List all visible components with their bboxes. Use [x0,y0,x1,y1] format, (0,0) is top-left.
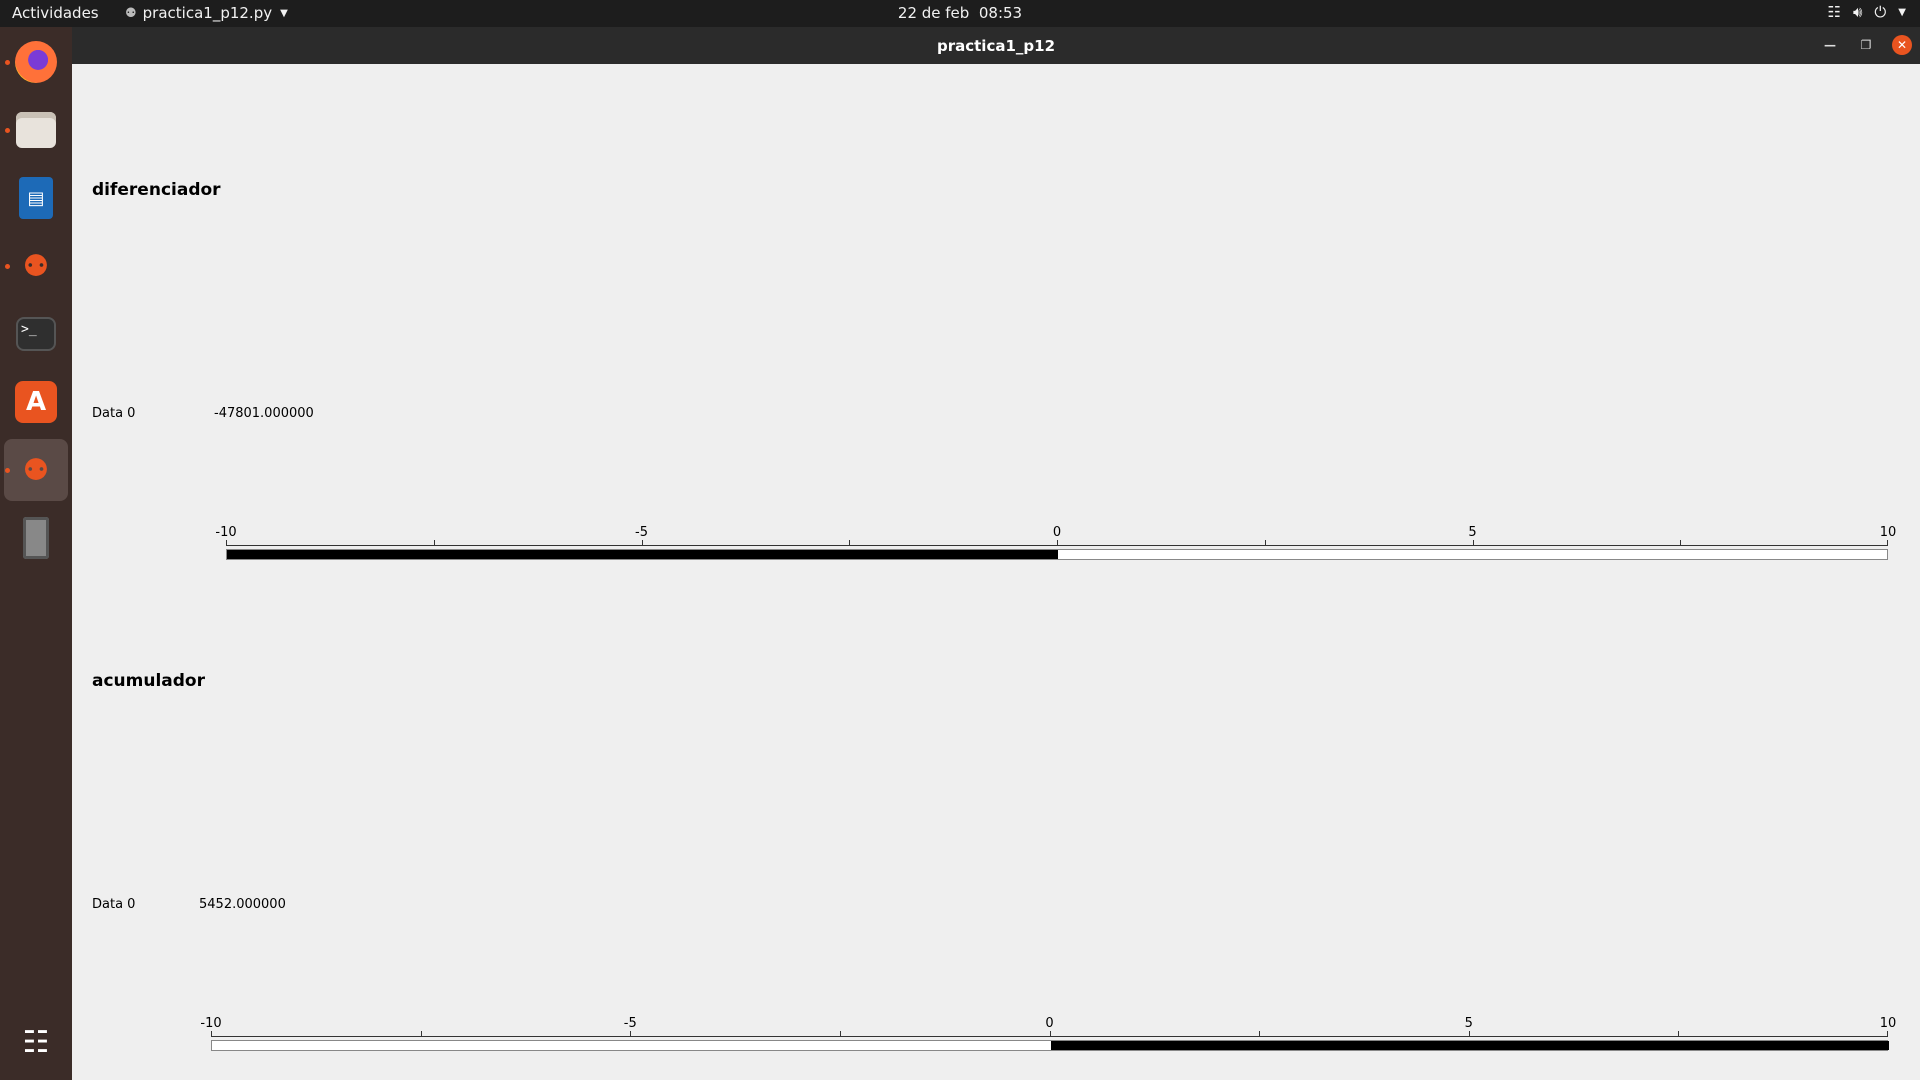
dock-item-terminal[interactable] [4,303,68,365]
tick-label: -10 [215,525,237,540]
tick-mark [840,1031,841,1037]
tick-mark [434,540,435,546]
close-button[interactable]: ✕ [1892,35,1912,55]
tick-mark [642,540,643,546]
device-icon [23,517,49,559]
clock-button[interactable] [898,4,1022,22]
top-bar [0,0,1920,27]
volume-icon[interactable]: 🔊︎ [1852,3,1863,21]
dock-item-gnuradio-companion[interactable] [4,235,68,297]
running-indicator [5,128,10,133]
tick-label: 5 [1464,1016,1473,1031]
running-indicator [5,468,10,473]
data-label: Data 0 [92,897,136,912]
maximize-button[interactable]: ❐ [1860,38,1872,52]
app-menu-label: practica1_p12.py [142,4,273,22]
date-text: 22 de feb [897,4,970,22]
tick-label: 0 [1045,1016,1054,1031]
section-title-acumulador: acumulador [92,671,205,691]
gnuradio-icon: ⚉ [22,248,50,284]
data-value: 5452.000000 [199,897,286,912]
gauge-track [211,1040,1888,1051]
system-tray[interactable] [1828,3,1906,21]
tick-mark [849,540,850,546]
gauge-track [226,549,1888,560]
tick-label: 0 [1052,525,1062,540]
dock-item-removable-device[interactable] [4,507,68,569]
time-text: 08:53 [978,4,1023,22]
tick-mark [1473,540,1474,546]
window-title: practica1_p12 [936,37,1056,55]
folder-icon [16,112,56,148]
dock-item-writer[interactable] [4,167,68,229]
running-indicator [5,60,10,65]
tick-label: 5 [1468,525,1477,540]
gauge-fill [1051,1041,1890,1050]
window-titlebar[interactable] [72,27,1920,64]
tick-mark [226,540,227,546]
dock-item-software[interactable] [4,371,68,433]
window-controls [1820,35,1912,55]
data-value: -47801.000000 [214,406,314,421]
tick-mark [1050,1031,1051,1037]
tick-mark [1057,540,1058,546]
tick-mark [1265,540,1266,546]
tick-label: -5 [635,525,648,540]
section-title-diferenciador: diferenciador [92,180,221,200]
caret-down-icon: ▼ [280,7,288,19]
app-grid-icon: ☷ [22,1024,50,1060]
tick-mark [421,1031,422,1037]
software-store-icon: A [15,381,57,423]
tick-mark [1678,1031,1679,1037]
app-window [72,27,1920,1080]
tick-label: 10 [1879,1016,1897,1031]
dock-item-gnuradio-app[interactable] [4,439,68,501]
activities-button[interactable]: Actividades [12,4,99,22]
tick-mark [1259,1031,1260,1037]
clock [0,4,1920,22]
level-gauge [215,525,1897,597]
dock [0,27,72,1080]
tick-mark [1887,540,1888,546]
running-indicator [5,264,10,269]
writer-icon: ▤ [19,177,53,219]
tick-mark [1680,540,1681,546]
tick-label: -5 [623,1016,637,1031]
app-menu[interactable] [125,4,288,22]
firefox-icon [15,41,57,83]
data-label: Data 0 [92,406,136,421]
dock-item-files[interactable] [4,99,68,161]
tick-mark [630,1031,631,1037]
level-gauge [200,1016,1897,1080]
tick-mark [1887,1031,1888,1037]
dock-item-firefox[interactable] [4,31,68,93]
terminal-icon: >_ [16,317,56,351]
tick-label: 10 [1879,525,1897,540]
power-icon[interactable]: ⏻ [1874,3,1887,21]
show-applications-button[interactable] [4,1011,68,1073]
tick-mark [1469,1031,1470,1037]
network-icon[interactable]: ☷ [1827,3,1841,21]
chevron-down-icon[interactable]: ▼ [1898,6,1906,18]
gnuradio-icon: ⚉ [125,5,137,21]
tick-label: -10 [200,1016,222,1031]
gnuradio-icon: ⚉ [22,452,50,488]
tick-mark [211,1031,212,1037]
minimize-button[interactable]: — [1824,38,1836,52]
gauge-fill [227,550,1058,559]
